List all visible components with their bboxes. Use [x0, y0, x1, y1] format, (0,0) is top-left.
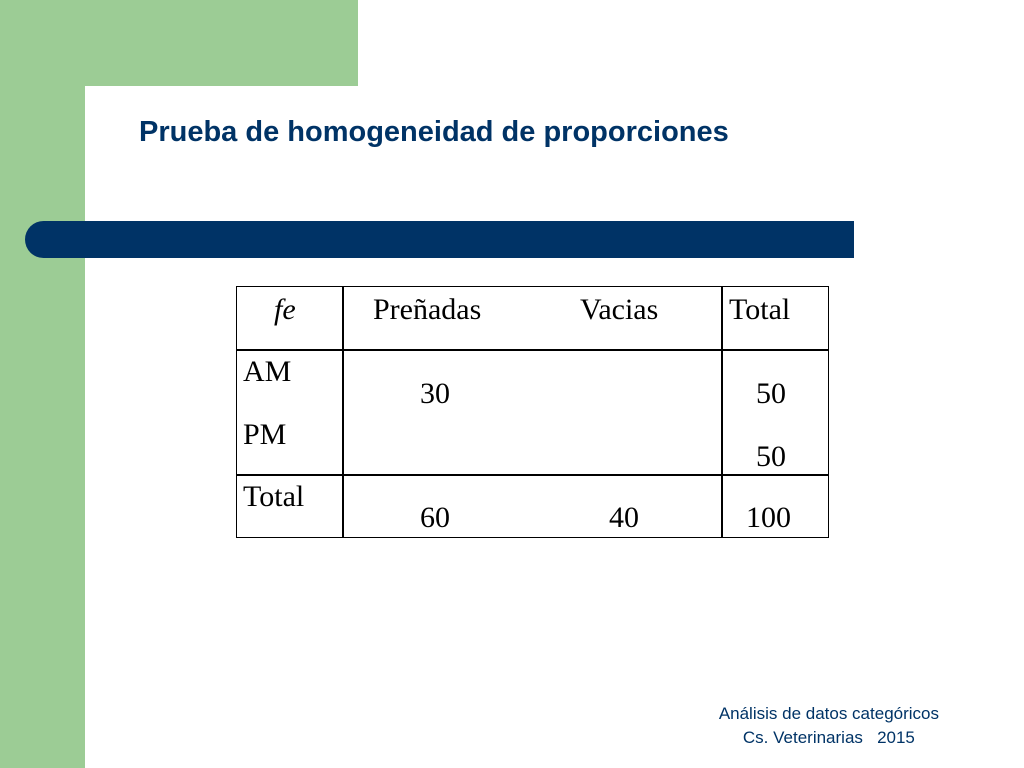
cell-total-prenadas: 60 — [420, 501, 450, 534]
table-corner-label: fe — [274, 293, 296, 326]
table-divider-horizontal — [236, 349, 828, 351]
footer-course: Análisis de datos categóricos — [718, 704, 939, 723]
cell-total-total: 100 — [746, 501, 791, 534]
table-divider-horizontal — [236, 474, 828, 476]
green-top-band — [0, 0, 358, 86]
slide-footer — [719, 702, 939, 750]
cell-am-total: 50 — [756, 377, 786, 410]
table-divider-vertical — [342, 286, 344, 537]
row-label-am: AM — [243, 355, 292, 388]
slide-title: Prueba de homogeneidad de proporciones — [139, 116, 729, 148]
contingency-table — [236, 286, 829, 538]
row-label-total: Total — [243, 480, 305, 513]
column-header-total: Total — [729, 293, 791, 326]
cell-total-vacias: 40 — [609, 501, 639, 534]
table-divider-vertical — [721, 286, 723, 537]
green-side-band — [0, 0, 85, 768]
content-corner-curve — [85, 86, 145, 146]
row-label-pm: PM — [243, 418, 287, 451]
title-underline-bar — [25, 221, 854, 258]
cell-pm-total: 50 — [756, 440, 786, 473]
column-header-vacias: Vacias — [580, 293, 659, 326]
footer-program-year: Cs. Veterinarias 2015 — [742, 728, 915, 747]
column-header-prenadas: Preñadas — [373, 293, 482, 326]
cell-am-prenadas: 30 — [420, 377, 450, 410]
